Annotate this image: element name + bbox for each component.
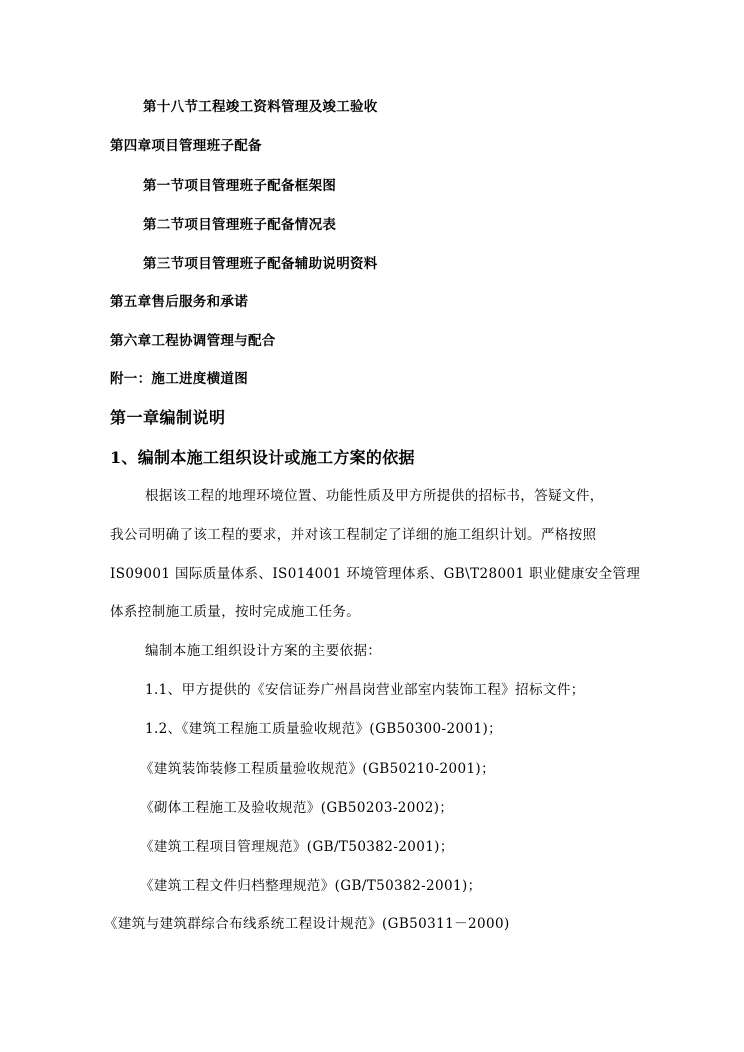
section-title: 1、编制本施工组织设计或施工方案的依据 xyxy=(110,448,415,467)
toc-item-chapter-4: 第四章项目管理班子配备 xyxy=(110,138,262,154)
basis-item: 《建筑工程项目管理规范》(GB/T50382-2001)； xyxy=(140,839,454,855)
toc-item-appendix-1: 附一：施工进度横道图 xyxy=(110,371,248,387)
toc-item-chapter-5: 第五章售后服务和承诺 xyxy=(110,294,248,310)
basis-item: 1.2、《建筑工程施工质量验收规范》(GB50300-2001)； xyxy=(145,721,503,737)
toc-item-chapter-6: 第六章工程协调管理与配合 xyxy=(110,333,276,349)
toc-item-section-1: 第一节项目管理班子配备框架图 xyxy=(143,178,337,194)
paragraph-line: 根据该工程的地理环境位置、功能性质及甲方所提供的招标书，答疑文件， xyxy=(145,488,604,504)
chapter-title: 第一章编制说明 xyxy=(110,408,226,427)
basis-item: 1.1、甲方提供的《安信证券广州昌岗营业部室内装饰工程》招标文件； xyxy=(145,682,585,698)
paragraph-line: 我公司明确了该工程的要求，并对该工程制定了详细的施工组织计划。严格按照 xyxy=(110,527,597,543)
basis-intro: 编制本施工组织设计方案的主要依据： xyxy=(145,643,382,659)
basis-item: 《砌体工程施工及验收规范》(GB50203-2002)； xyxy=(140,800,454,816)
toc-item-section-2: 第二节项目管理班子配备情况表 xyxy=(143,217,337,233)
toc-item-section-3: 第三节项目管理班子配备辅助说明资料 xyxy=(143,256,378,272)
paragraph-line: 体系控制施工质量，按时完成施工任务。 xyxy=(110,604,361,620)
paragraph-line: IS09001 国际质量体系、IS014001 环境管理体系、GB\T28001 职业健康安全管理 xyxy=(110,566,641,582)
toc-item-section-18: 第十八节工程竣工资料管理及竣工验收 xyxy=(143,99,378,115)
basis-item: 《建筑与建筑群综合布线系统工程设计规范》(GB50311－2000) xyxy=(104,916,510,932)
basis-item: 《建筑工程文件归档整理规范》(GB/T50382-2001)； xyxy=(140,878,482,894)
basis-item: 《建筑装饰装修工程质量验收规范》(GB50210-2001)； xyxy=(140,761,496,777)
